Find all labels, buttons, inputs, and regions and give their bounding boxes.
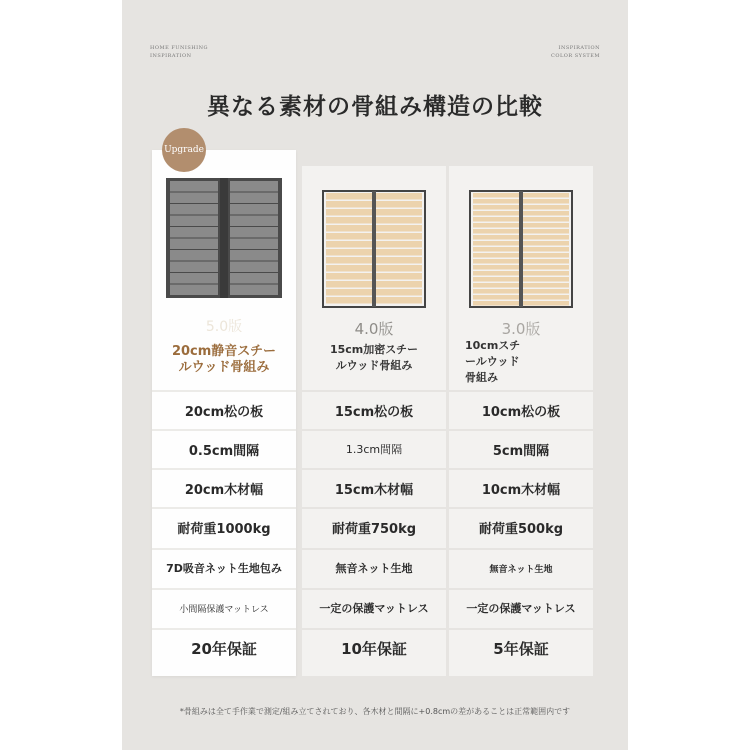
slat <box>170 204 218 215</box>
slat <box>376 233 422 240</box>
desc-line2: ルウッド骨組み <box>178 360 270 375</box>
slat <box>170 239 218 250</box>
slat <box>326 233 372 240</box>
slat <box>473 211 519 216</box>
slat <box>376 273 422 280</box>
frame-v5-diagram <box>166 178 282 298</box>
header-right-line2: COLOR SYSTEM <box>551 53 600 59</box>
spec-warranty: 5年保証 <box>449 628 593 666</box>
header-right <box>551 44 600 60</box>
slat <box>473 271 519 276</box>
frame-description <box>302 342 446 374</box>
slat <box>170 181 218 192</box>
header-right-line1: INSPIRATION <box>558 45 600 51</box>
slat <box>230 181 278 192</box>
version-label: 5.0版 <box>205 319 243 335</box>
spec-load: 耐荷重750kg <box>302 507 446 545</box>
page-title: 異なる素材の骨組み構造の比較 <box>207 94 543 120</box>
header-left-line2: INSPIRATION <box>150 53 192 59</box>
comparison-card <box>122 0 628 750</box>
slat <box>523 217 569 222</box>
slat <box>523 211 569 216</box>
slat <box>326 249 372 256</box>
frame-description <box>465 338 565 386</box>
frame-v3-diagram <box>469 190 573 308</box>
slat <box>326 281 372 288</box>
slat <box>230 204 278 215</box>
slat <box>473 223 519 228</box>
spec-mattress: 小間隔保護マットレス <box>152 588 296 626</box>
spec-gap: 1.3cm間隔 <box>302 429 446 467</box>
slat <box>523 295 569 300</box>
version-label: 4.0版 <box>354 320 394 338</box>
slat <box>326 201 372 208</box>
version-label: 3.0版 <box>501 320 541 338</box>
slat <box>376 249 422 256</box>
spec-warranty: 20年保証 <box>152 628 296 666</box>
slat <box>170 262 218 273</box>
desc-line1: 15cm加密スチー <box>329 343 419 356</box>
slat <box>523 247 569 252</box>
slat <box>230 273 278 284</box>
slat <box>523 235 569 240</box>
slat <box>230 216 278 227</box>
slat <box>326 209 372 216</box>
slat <box>170 227 218 238</box>
slat <box>376 209 422 216</box>
spec-load: 耐荷重1000kg <box>152 507 296 545</box>
slat <box>376 289 422 296</box>
slat <box>523 193 569 198</box>
slat <box>523 205 569 210</box>
spec-net: 7D吸音ネット生地包み <box>152 548 296 586</box>
slat <box>473 241 519 246</box>
slat <box>326 257 372 264</box>
slat <box>376 217 422 224</box>
spec-width: 20cm木材幅 <box>152 468 296 506</box>
slat <box>473 229 519 234</box>
slat <box>326 225 372 232</box>
slat <box>473 205 519 210</box>
spec-gap: 5cm間隔 <box>449 429 593 467</box>
slat <box>473 199 519 204</box>
spec-board: 10cm松の板 <box>449 390 593 428</box>
slat <box>376 193 422 200</box>
slat <box>473 277 519 282</box>
slat <box>473 217 519 222</box>
slat <box>473 283 519 288</box>
slat <box>473 247 519 252</box>
column-v5 <box>152 150 296 676</box>
slat <box>326 289 372 296</box>
spec-mattress: 一定の保護マットレス <box>449 588 593 626</box>
slat <box>326 297 372 304</box>
spec-net: 無音ネット生地 <box>449 548 593 586</box>
slat <box>376 241 422 248</box>
slat <box>230 239 278 250</box>
slat <box>376 297 422 304</box>
slat <box>326 273 372 280</box>
slat <box>326 265 372 272</box>
header-left <box>150 44 208 60</box>
slat <box>326 217 372 224</box>
slat <box>170 285 218 296</box>
slat <box>523 301 569 306</box>
spec-board: 15cm松の板 <box>302 390 446 428</box>
slat <box>376 281 422 288</box>
header-left-line1: HOME FUNISHING <box>150 45 208 51</box>
slat <box>523 265 569 270</box>
slat <box>523 283 569 288</box>
slat <box>523 199 569 204</box>
spec-load: 耐荷重500kg <box>449 507 593 545</box>
desc-line1: 20cm静音スチー <box>171 344 277 359</box>
slat <box>376 265 422 272</box>
slat <box>376 225 422 232</box>
spec-width: 10cm木材幅 <box>449 468 593 506</box>
slat <box>473 235 519 240</box>
slat <box>170 193 218 204</box>
slat <box>473 265 519 270</box>
slat <box>523 277 569 282</box>
slat <box>230 250 278 261</box>
slat <box>170 273 218 284</box>
spec-board: 20cm松の板 <box>152 390 296 428</box>
slat <box>170 216 218 227</box>
slat <box>376 201 422 208</box>
slat <box>523 229 569 234</box>
slat <box>523 241 569 246</box>
slat <box>473 295 519 300</box>
desc-line2: ルウッド骨組み <box>335 359 413 372</box>
frame-description <box>152 344 296 376</box>
upgrade-badge: Upgrade <box>162 128 206 172</box>
spec-net: 無音ネット生地 <box>302 548 446 586</box>
slat <box>523 271 569 276</box>
spec-width: 15cm木材幅 <box>302 468 446 506</box>
slat <box>326 193 372 200</box>
desc-line1: 10cmスチ <box>465 339 521 352</box>
spec-mattress: 一定の保護マットレス <box>302 588 446 626</box>
slat <box>523 223 569 228</box>
slat <box>170 250 218 261</box>
frame-v4-diagram <box>322 190 426 308</box>
footnote: *骨組みは全て手作業で測定/組み立てされており、各木材と間隔に+0.8cmの差があることは正常範囲内です <box>179 707 571 716</box>
slat <box>473 193 519 198</box>
desc-line2: ールウッド <box>465 355 520 368</box>
slat <box>523 259 569 264</box>
slat <box>376 257 422 264</box>
slat <box>473 301 519 306</box>
slat <box>230 262 278 273</box>
slat <box>523 253 569 258</box>
column-v4 <box>302 166 446 676</box>
slat <box>230 193 278 204</box>
slat <box>326 241 372 248</box>
desc-line3: 骨組み <box>465 371 498 384</box>
column-v3 <box>449 166 593 676</box>
slat <box>473 259 519 264</box>
slat <box>230 285 278 296</box>
spec-warranty: 10年保証 <box>302 628 446 666</box>
slat <box>473 253 519 258</box>
slat <box>230 227 278 238</box>
spec-gap: 0.5cm間隔 <box>152 429 296 467</box>
slat <box>473 289 519 294</box>
slat <box>523 289 569 294</box>
